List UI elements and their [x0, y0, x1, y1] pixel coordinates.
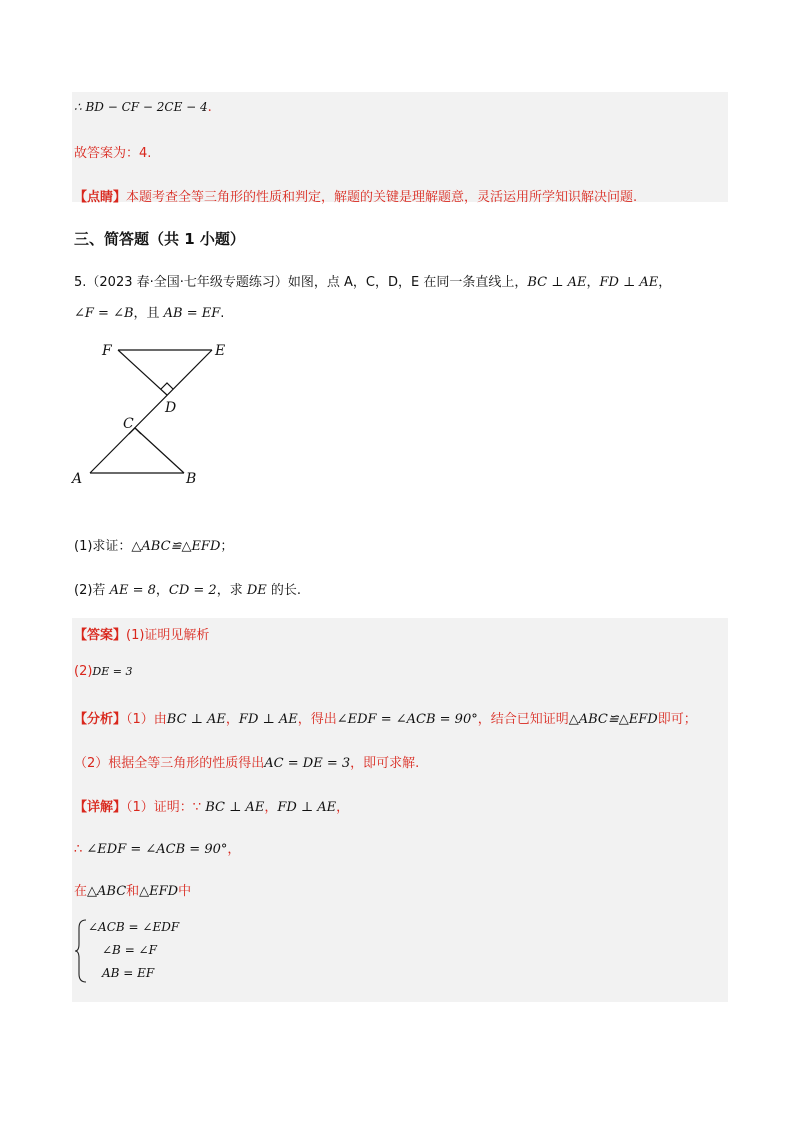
top-conclusion-line — [74, 100, 212, 115]
q2-math-de: DE — [246, 583, 267, 598]
detail2-a: ∴ — [74, 842, 87, 857]
label-E: E — [215, 343, 226, 359]
question-sep1: ， — [586, 275, 600, 290]
detail-line-1 — [74, 796, 349, 815]
question-line-2 — [74, 302, 224, 321]
segment-CB — [135, 428, 184, 473]
q1-math: △ABC≌△EFD — [131, 539, 221, 554]
q2-mid: ，求 — [216, 583, 247, 598]
analysis-line-2 — [74, 752, 419, 771]
question-end: . — [220, 306, 225, 321]
question-cond1: BC ⊥ AE — [527, 275, 587, 290]
analysis1-c: ，得出 — [297, 712, 337, 727]
analysis2-a: （2）根据全等三角形的性质得出 — [74, 756, 265, 771]
subquestion-2 — [74, 579, 301, 598]
question-sep2: ， — [658, 275, 672, 290]
top-answer-line: 故答案为：4. — [74, 146, 152, 161]
analysis1-m1: BC ⊥ AE — [166, 712, 226, 727]
detail-line-3 — [74, 880, 191, 899]
detail-tag: 【详解】 — [74, 800, 127, 815]
detail1-a: （1）证明：∵ — [126, 800, 206, 815]
note-text: 本题考查全等三角形的性质和判定，解题的关键是理解题意，灵活运用所学知识解决问题. — [126, 190, 638, 205]
detail1-c: ， — [336, 800, 350, 815]
system-eq-1: ∠ACB = ∠EDF — [88, 920, 180, 934]
analysis1-d: ，结合已知证明 — [477, 712, 569, 727]
label-C: C — [123, 416, 134, 432]
analysis2-b: ，即可求解. — [350, 756, 420, 771]
q1-label: (1)求证： — [74, 539, 132, 554]
answer-2-label: (2) — [74, 664, 93, 679]
system-eq-3: AB = EF — [102, 966, 155, 980]
q2-end: 的长. — [266, 583, 302, 598]
q2-sep: ， — [155, 583, 169, 598]
analysis1-e: 即可； — [657, 712, 697, 727]
question-side-cond: AB = EF — [163, 306, 221, 321]
top-conclusion-tail: . — [207, 100, 212, 115]
detail1-m1: BC ⊥ AE — [205, 800, 265, 815]
answer-2-math: DE = 3 — [92, 665, 133, 678]
detail2-m: ∠EDF = ∠ACB = 90° — [86, 842, 228, 857]
detail1-m2: FD ⊥ AE — [277, 800, 337, 815]
detail1-b: ， — [264, 800, 278, 815]
question-cond2: FD ⊥ AE — [599, 275, 659, 290]
analysis1-a: （1）由 — [126, 712, 167, 727]
detail3-b: 和 — [126, 884, 140, 899]
section-title: 三、简答题（共 1 小题） — [74, 230, 245, 248]
question-mid: ，且 — [133, 306, 164, 321]
answer-tag: 【答案】 — [74, 628, 127, 643]
analysis-tag: 【分析】 — [74, 712, 127, 727]
question-line-1 — [74, 271, 671, 290]
detail2-b: ， — [227, 842, 241, 857]
answer-1: (1)证明见解析 — [126, 628, 210, 643]
analysis1-m4: △ABC≌△EFD — [568, 712, 658, 727]
question-angle-cond: ∠F = ∠B — [74, 306, 134, 321]
label-B: B — [186, 471, 197, 487]
detail3-a: 在 — [74, 884, 88, 899]
subquestion-1 — [74, 535, 233, 554]
segment-FD — [118, 350, 167, 395]
q2-math-cd: CD = 2 — [168, 583, 217, 598]
system-brace — [74, 918, 88, 984]
segment-EA — [90, 350, 212, 473]
right-angle-mark-D — [161, 383, 173, 389]
system-eq-2: ∠B = ∠F — [102, 943, 157, 957]
analysis1-b: ， — [225, 712, 239, 727]
answer-line-1 — [74, 624, 209, 643]
label-F: F — [102, 343, 112, 359]
analysis1-m3: ∠EDF = ∠ACB = 90° — [336, 712, 478, 727]
detail3-m2: △EFD — [139, 884, 179, 899]
q2-math-ae: AE = 8 — [109, 583, 156, 598]
detail3-m1: △ABC — [87, 884, 127, 899]
answer-line-2 — [74, 664, 132, 679]
note-tag: 【点睛】 — [74, 190, 127, 205]
q1-end: ； — [220, 539, 234, 554]
analysis1-m2: FD ⊥ AE — [238, 712, 298, 727]
question-prefix: 5.（2023 春·全国·七年级专题练习）如图，点 A，C，D，E 在同一条直线上， — [74, 275, 528, 290]
analysis-line-1 — [74, 708, 697, 727]
label-A: A — [72, 471, 83, 487]
label-D: D — [165, 400, 177, 416]
top-note-line — [74, 186, 637, 205]
detail-line-2 — [74, 838, 240, 857]
top-conclusion-math: ∴ BD − CF − 2CE − 4 — [74, 100, 208, 114]
detail3-c: 中 — [178, 884, 192, 899]
geometry-figure — [70, 338, 250, 488]
q2-label: (2)若 — [74, 583, 110, 598]
analysis2-m: AC = DE = 3 — [264, 756, 351, 771]
